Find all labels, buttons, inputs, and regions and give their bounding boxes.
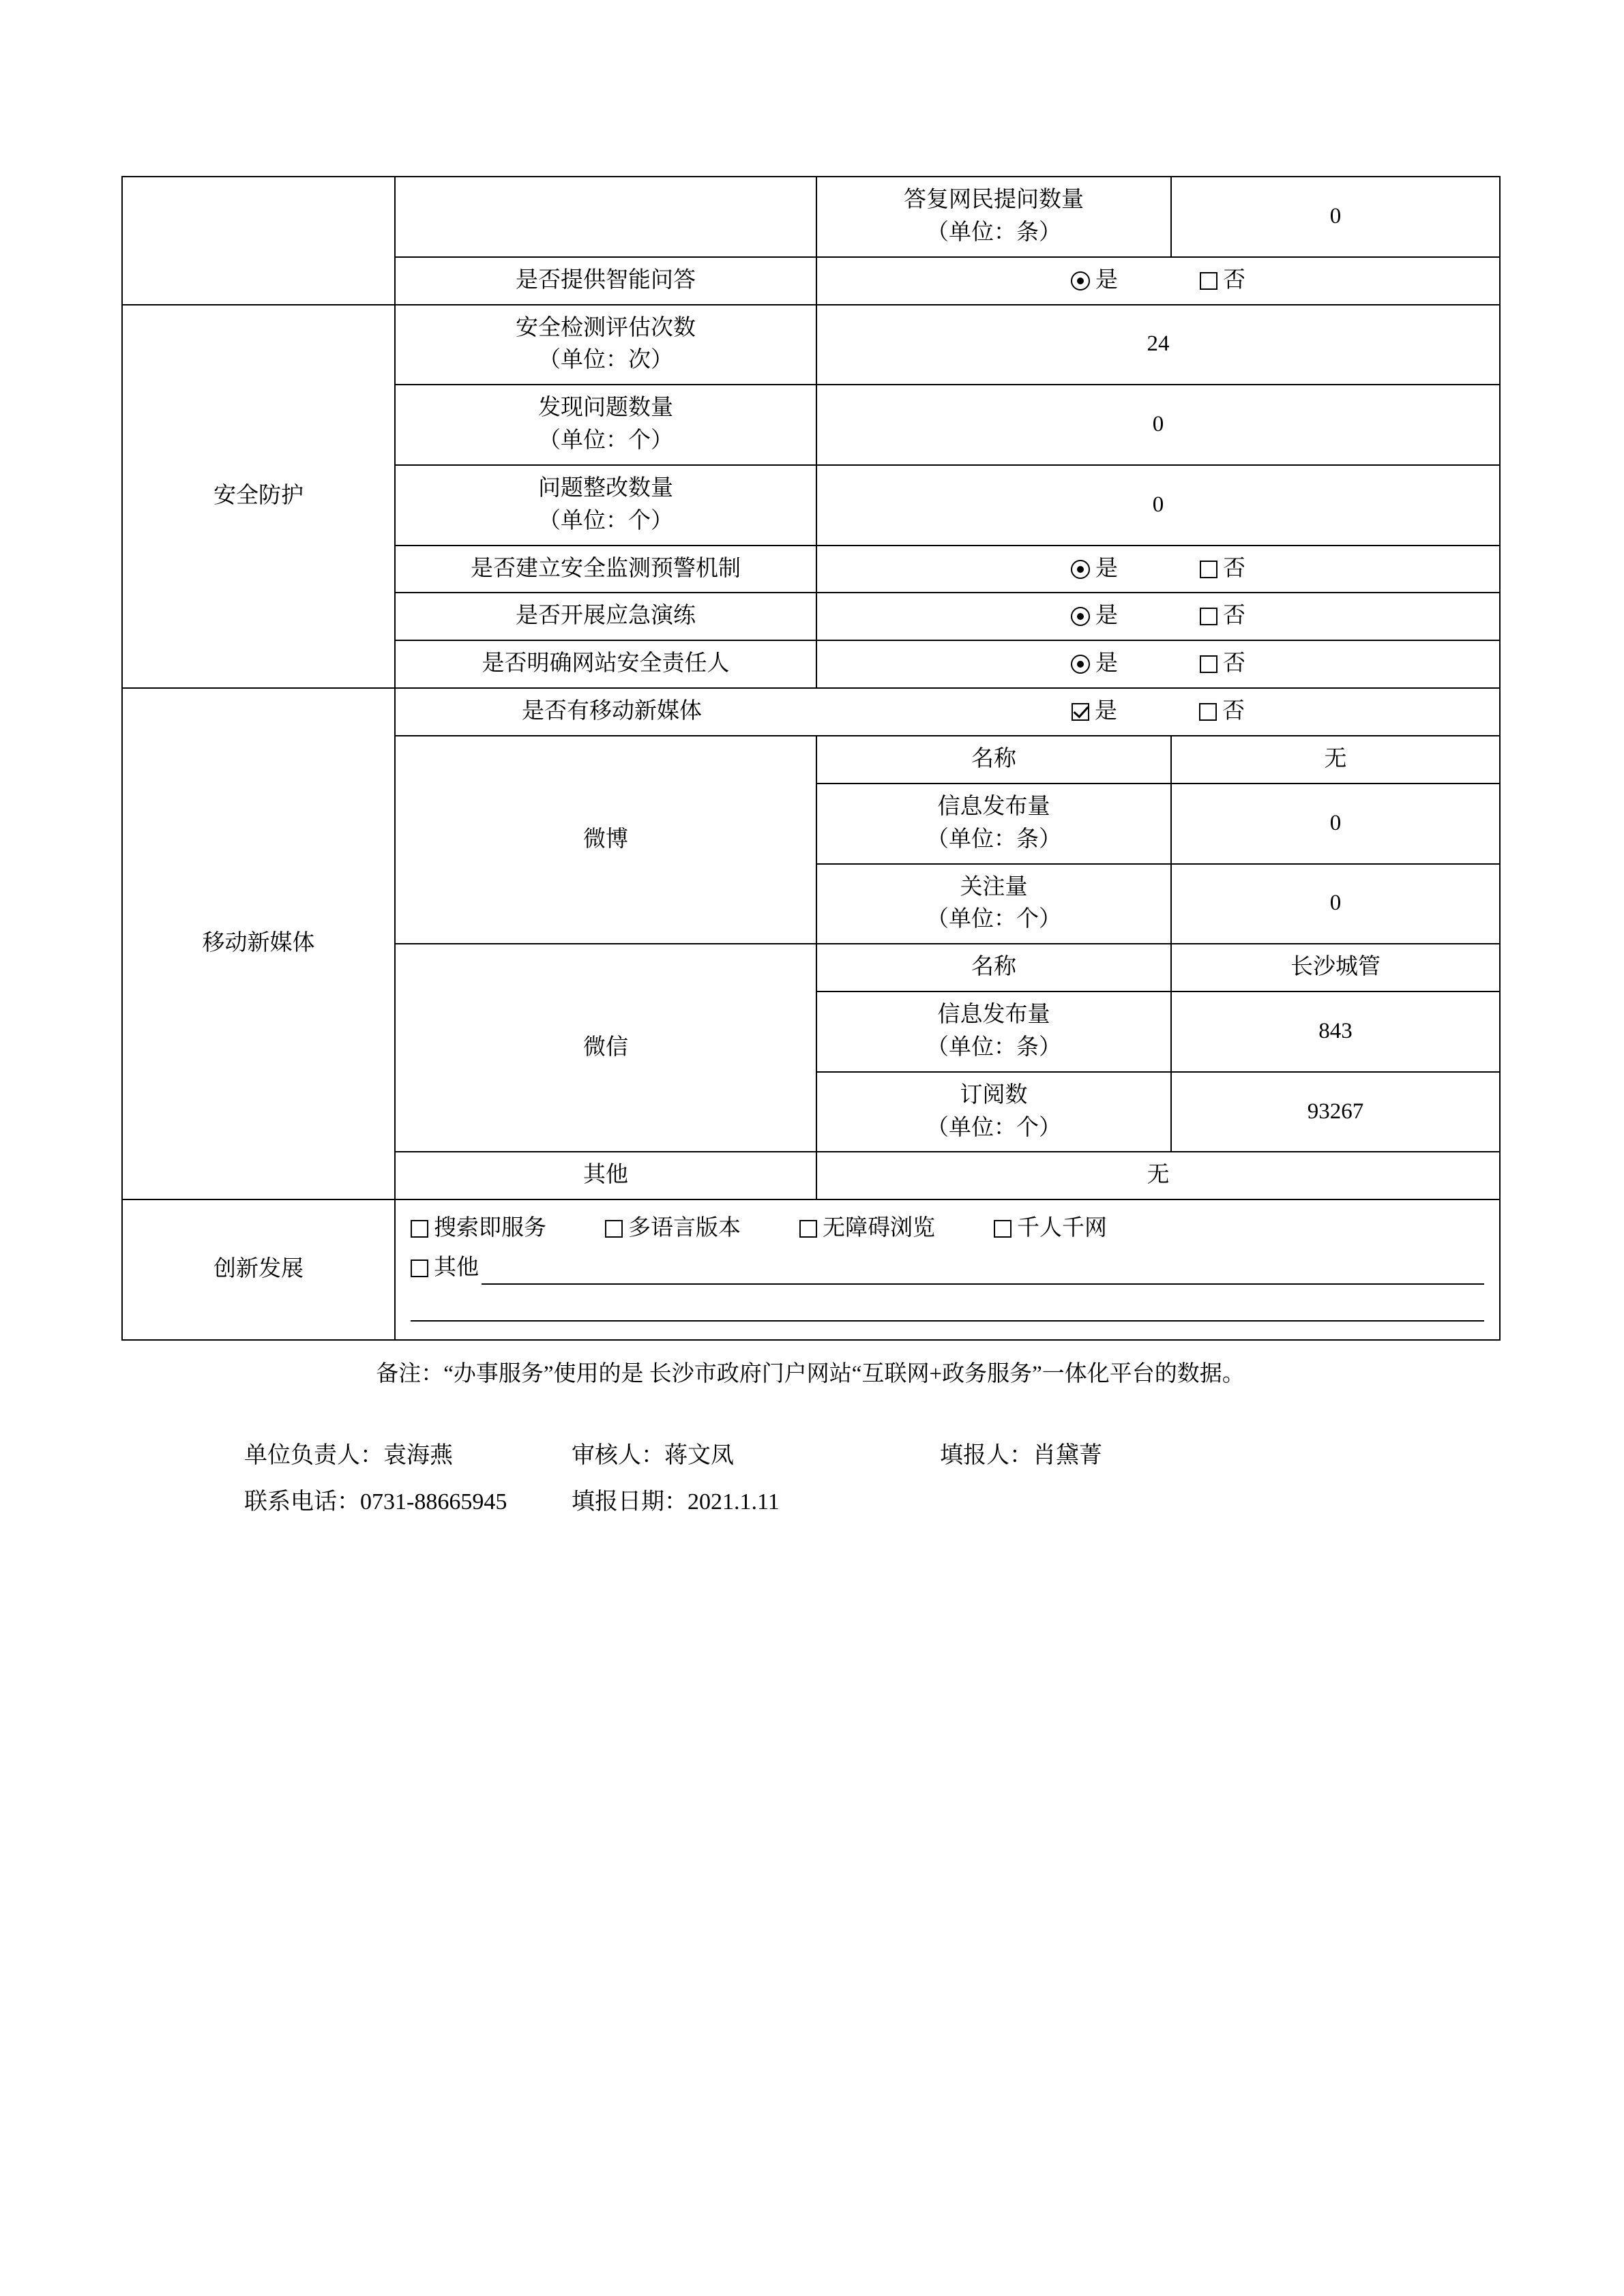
innovation-option-multilang[interactable] xyxy=(605,1212,741,1245)
checkbox-empty-icon[interactable] xyxy=(799,1220,817,1238)
option-yes-label: 是 xyxy=(1095,556,1118,581)
option-no-label: 否 xyxy=(1222,699,1245,724)
reviewer xyxy=(572,1433,940,1479)
value-reply-count: 0 xyxy=(1171,177,1500,257)
checkbox-empty-icon[interactable] xyxy=(411,1259,428,1277)
question-has-mobile-media: 是否有移动新媒体 xyxy=(522,699,702,724)
innovation-option-search[interactable] xyxy=(411,1212,546,1245)
radio-selected-icon[interactable] xyxy=(1071,607,1090,626)
option-no[interactable] xyxy=(1199,696,1245,728)
item-line1: 发现问题数量 xyxy=(538,396,673,421)
option-no[interactable] xyxy=(1200,648,1245,681)
field-line1: 订阅数 xyxy=(960,1082,1028,1107)
filler-value: 肖黛菁 xyxy=(1033,1442,1102,1468)
choice-emergency-drill xyxy=(816,593,1500,640)
option-no-label: 否 xyxy=(1223,556,1245,581)
sub-item-reply-count xyxy=(816,177,1171,257)
field-weibo-followers xyxy=(816,864,1171,944)
innovation-other-label: 其他 xyxy=(434,1255,479,1281)
item-problems-found xyxy=(395,385,816,465)
checkbox-checked-icon[interactable] xyxy=(1072,703,1089,721)
item-other-media: 其他 xyxy=(395,1152,816,1199)
innovation-option-label: 多语言版本 xyxy=(628,1216,741,1241)
checkbox-empty-icon[interactable] xyxy=(1200,608,1217,625)
value-weibo-posts: 0 xyxy=(1171,784,1500,864)
option-yes[interactable] xyxy=(1071,553,1118,586)
footnote: 备注：“办事服务”使用的是 长沙市政府门户网站“互联网+政务服务”一体化平台的数据。 xyxy=(376,1361,1245,1386)
signature-block xyxy=(121,1433,1499,1525)
category-mobile-media: 移动新媒体 xyxy=(122,688,395,1199)
option-yes[interactable] xyxy=(1071,600,1118,633)
option-no-label: 否 xyxy=(1223,267,1245,293)
value-weixin-subscribers: 93267 xyxy=(1171,1072,1500,1152)
field-weibo-name: 名称 xyxy=(816,736,1171,784)
phone-value: 0731-88665945 xyxy=(360,1489,507,1515)
sub-item-line2: （单位：条） xyxy=(926,220,1061,245)
field-line2: （单位：个） xyxy=(926,907,1061,932)
option-yes[interactable] xyxy=(1071,265,1118,297)
option-yes[interactable] xyxy=(1071,648,1118,681)
field-line1: 关注量 xyxy=(960,874,1028,899)
value-weixin-posts: 843 xyxy=(1171,992,1500,1072)
innovation-option-accessibility[interactable] xyxy=(799,1212,935,1245)
field-weixin-posts xyxy=(816,992,1171,1072)
value-weibo-followers: 0 xyxy=(1171,864,1500,944)
value-weibo-name: 无 xyxy=(1171,736,1500,784)
item-problems-fixed xyxy=(395,465,816,546)
option-yes-label: 是 xyxy=(1095,603,1118,629)
signature-row-1 xyxy=(244,1433,1499,1479)
checkbox-empty-icon[interactable] xyxy=(1199,703,1217,721)
table-row xyxy=(122,305,1500,385)
innovation-options-cell xyxy=(395,1199,1500,1340)
item-has-mobile-media xyxy=(395,688,1500,736)
value-problems-fixed: 0 xyxy=(816,465,1500,546)
field-line1: 信息发布量 xyxy=(937,794,1050,819)
item-line2: （单位：个） xyxy=(538,508,673,533)
field-line2: （单位：条） xyxy=(926,826,1061,852)
option-yes[interactable] xyxy=(1072,696,1117,728)
option-yes-label: 是 xyxy=(1095,267,1118,293)
choice-security-officer xyxy=(816,640,1500,688)
table-row xyxy=(122,1199,1500,1340)
filler xyxy=(940,1433,1295,1479)
value-other-media: 无 xyxy=(816,1152,1500,1199)
choice-smart-qa xyxy=(816,257,1500,305)
checkbox-empty-icon[interactable] xyxy=(1200,655,1217,673)
option-no[interactable] xyxy=(1200,600,1245,633)
item-empty-cell xyxy=(395,177,816,257)
choice-warning-mechanism xyxy=(816,546,1500,593)
phone xyxy=(244,1479,572,1525)
item-line1: 安全检测评估次数 xyxy=(516,315,696,340)
checkbox-empty-icon[interactable] xyxy=(994,1220,1012,1238)
radio-selected-icon[interactable] xyxy=(1071,271,1090,290)
innovation-other-input-line2[interactable] xyxy=(411,1297,1484,1322)
option-yes-label: 是 xyxy=(1095,699,1117,724)
value-problems-found: 0 xyxy=(816,385,1500,465)
phone-label: 联系电话： xyxy=(244,1489,360,1515)
innovation-option-personalized[interactable] xyxy=(994,1212,1107,1245)
checkbox-empty-icon[interactable] xyxy=(411,1220,428,1238)
value-security-check-count: 24 xyxy=(816,305,1500,385)
unit-head xyxy=(244,1433,572,1479)
item-line2: （单位：次） xyxy=(538,348,673,373)
item-warning-mechanism: 是否建立安全监测预警机制 xyxy=(395,546,816,593)
field-line2: （单位：条） xyxy=(926,1034,1061,1060)
innovation-option-label: 千人千网 xyxy=(1017,1216,1107,1241)
category-empty-cell xyxy=(122,177,395,305)
option-no[interactable] xyxy=(1200,265,1245,297)
category-innovation: 创新发展 xyxy=(122,1199,395,1340)
option-no-label: 否 xyxy=(1223,651,1245,676)
item-weibo: 微博 xyxy=(395,736,816,944)
report-date xyxy=(572,1479,940,1525)
item-security-officer: 是否明确网站安全责任人 xyxy=(395,640,816,688)
item-security-check-count xyxy=(395,305,816,385)
date-label: 填报日期： xyxy=(572,1489,688,1515)
category-security: 安全防护 xyxy=(122,305,395,689)
unit-head-value: 袁海燕 xyxy=(383,1442,453,1468)
option-yes-label: 是 xyxy=(1095,651,1118,676)
innovation-option-other[interactable] xyxy=(411,1252,479,1285)
unit-head-label: 单位负责人： xyxy=(244,1442,383,1468)
value-weixin-name: 长沙城管 xyxy=(1171,944,1500,992)
reviewer-label: 审核人： xyxy=(572,1442,664,1468)
innovation-other-input[interactable] xyxy=(482,1263,1484,1285)
table-row xyxy=(122,688,1500,736)
checkbox-empty-icon[interactable] xyxy=(605,1220,623,1238)
field-weixin-subscribers xyxy=(816,1072,1171,1152)
innovation-option-label: 搜索即服务 xyxy=(434,1216,546,1241)
signature-row-2 xyxy=(244,1479,1499,1525)
item-emergency-drill: 是否开展应急演练 xyxy=(395,593,816,640)
option-no[interactable] xyxy=(1200,553,1245,586)
radio-selected-icon[interactable] xyxy=(1071,655,1090,674)
radio-selected-icon[interactable] xyxy=(1071,560,1090,579)
sub-item-line1: 答复网民提问数量 xyxy=(904,188,1084,212)
form-sheet xyxy=(121,176,1499,1525)
item-weixin: 微信 xyxy=(395,944,816,1152)
field-line1: 信息发布量 xyxy=(937,1002,1050,1028)
checkbox-empty-icon[interactable] xyxy=(1200,272,1217,290)
checkbox-empty-icon[interactable] xyxy=(1200,561,1217,578)
date-value: 2021.1.11 xyxy=(688,1489,780,1515)
item-line1: 问题整改数量 xyxy=(538,475,673,501)
item-line2: （单位：个） xyxy=(538,428,673,453)
website-report-table xyxy=(121,176,1501,1341)
filler-label: 填报人： xyxy=(940,1442,1033,1468)
innovation-option-label: 无障碍浏览 xyxy=(823,1216,935,1241)
reviewer-value: 蒋文凤 xyxy=(664,1442,734,1468)
field-weixin-name: 名称 xyxy=(816,944,1171,992)
field-line2: （单位：个） xyxy=(926,1115,1061,1140)
field-weibo-posts xyxy=(816,784,1171,864)
option-no-label: 否 xyxy=(1223,603,1245,629)
item-smart-qa: 是否提供智能问答 xyxy=(395,257,816,305)
table-row xyxy=(122,177,1500,257)
